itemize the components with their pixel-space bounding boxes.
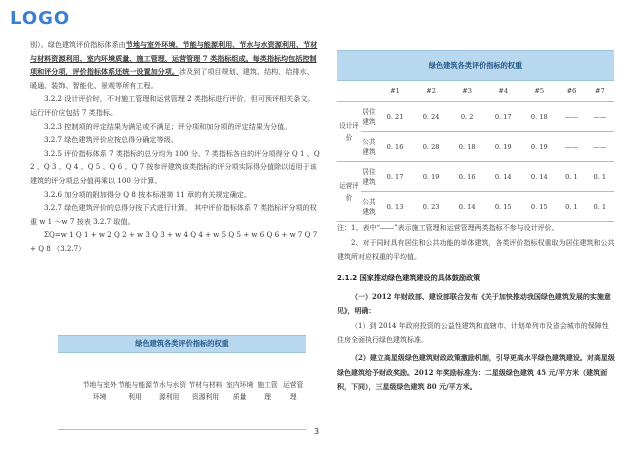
policy-paragraph-2: （1）到 2014 年政府投资的公益性建筑和直辖市、计划单列市及省会城市的保障性住房全面执行绿色建筑标准。 xyxy=(337,322,609,344)
table-header-cell: #1 xyxy=(377,81,413,102)
table-cell: 0. 14 xyxy=(449,192,485,222)
table-cell: —— xyxy=(557,132,585,162)
table-cell: 0. 15 xyxy=(485,192,521,222)
sub-label: 居住建筑 xyxy=(361,102,377,132)
table-header-cell: #7 xyxy=(586,81,614,102)
table-note-1: 注：1、表中“——”表示施工管理和运营管理两类指标不参与设计评价。 xyxy=(337,224,559,232)
table-header-cell: #5 xyxy=(521,81,557,102)
table-cell: 0. 18 xyxy=(521,102,557,132)
table-header-cell: 节能与能源利用 xyxy=(118,353,152,430)
formula: ΣQ=w 1 Q 1 + w 2 Q 2 + w 3 Q 3 + w 4 Q 4 + w 5 Q 5 + w 6 Q 6 + w 7 Q 7 + Q 8 （3.2.7） xyxy=(30,230,318,253)
table-note-2: 2、对于同时具有居住和公共功能的单体建筑，各类评价指标权重取为居住建筑和公共建筑所对应权重的平均值。 xyxy=(337,239,615,261)
table-header-cell: #6 xyxy=(557,81,585,102)
table-cell: 0. 23 xyxy=(413,192,449,222)
table-cell: 0. 19 xyxy=(413,162,449,192)
table-header-cell: 节地与室外环境 xyxy=(82,353,118,430)
logo: LOGO xyxy=(10,8,71,29)
table-header-cell: #4 xyxy=(485,81,521,102)
weights-table xyxy=(337,50,614,222)
table-cell: 0. 17 xyxy=(377,162,413,192)
table-title: 绿色建筑各类评价指标的权重 xyxy=(337,51,614,81)
paragraph-2: 3.2.2 设计评价时，不对施工管理和运营管理 2 类指标进行评价，但可预评相关条文。运行评价应包括 7 类指标。 xyxy=(30,94,315,117)
table-cell: —— xyxy=(586,132,614,162)
table-row xyxy=(337,192,614,222)
paragraph-5: 3.2.5 评价指标体系 7 类指标的总分均为 100 分。7 类指标各自的评分项得分 Q 1 、Q 2 、Q 3 、Q 4 、Q 5 、Q 6 、Q 7 按参评建筑该类指标的评分项实际得分值除以适用于该建筑的评分项总分值再乘以 100 分计算。 xyxy=(30,148,320,185)
table-cell: 0. 1 xyxy=(586,192,614,222)
page-number: 3 xyxy=(314,427,320,436)
table-header-cell: #2 xyxy=(413,81,449,102)
table-row xyxy=(337,162,614,192)
text-run: 涉及到了项目规划、建筑、结构、给排水、暖通、装饰、智能化、景观等所有工程。 xyxy=(30,67,314,90)
table-cell: 0. 16 xyxy=(449,162,485,192)
group-label: 设计评价 xyxy=(337,102,361,162)
table-header-row xyxy=(337,81,614,102)
table-cell: 0. 18 xyxy=(449,132,485,162)
table-header-cell xyxy=(58,353,82,430)
sub-label: 居住建筑 xyxy=(361,162,377,192)
paragraph-3: 3.2.3 控制项的评定结果为满足或不满足；评分项和加分项的评定结果为分值。 xyxy=(44,121,292,131)
table-header-cell: 施工管理 xyxy=(255,353,281,430)
text-run-bold: 节地与室外环境、节能与能源利用、节水与水资源利用、节材与材料资源利用、室内环境质量、施工管理、运营管理 7 类指标组成。每类指标均包括控制项和评分项，评价指标体系还统一设置加分项。 xyxy=(30,40,318,77)
table-cell: —— xyxy=(586,102,614,132)
table-cell: —— xyxy=(557,102,585,132)
table-cell: 0. 14 xyxy=(485,162,521,192)
table-header-cell: 节水与水资源利用 xyxy=(152,353,186,430)
table-cell: 0. 16 xyxy=(377,132,413,162)
body-text-left xyxy=(30,38,320,256)
table-cell: 0. 1 xyxy=(586,162,614,192)
table-cell: 0. 17 xyxy=(485,102,521,132)
table-cell: 0. 24 xyxy=(413,102,449,132)
table-header-cell: 室内环境质量 xyxy=(225,353,255,430)
paragraph-1 xyxy=(30,38,320,92)
table-cell: 0. 14 xyxy=(521,162,557,192)
table-cell: 0. 28 xyxy=(413,132,449,162)
table-title: 绿色建筑各类评价指标的权重 xyxy=(58,336,306,353)
policy-paragraph-3: （2）建立高星级绿色建筑财政政策激励机制，引导更高水平绿色建筑建设。对高星级绿色建筑给予财政奖励。2012 年奖励标准为：二星级绿色建筑 45 元/平方米（建筑面积，下同），三星级绿色建筑 80 元/平方米。 xyxy=(337,353,615,391)
table-cell: 0. 19 xyxy=(521,132,557,162)
table-row xyxy=(337,132,614,162)
group-label: 运营评价 xyxy=(337,162,361,222)
table-cell: 0. 1 xyxy=(557,192,585,222)
paragraph-4: 3.2.7 绿色建筑评价应按总得分确定等级。 xyxy=(44,135,178,145)
table-cell: 0. 13 xyxy=(377,192,413,222)
paragraph-6: 3.2.6 加分项的附加得分 Q 8 按本标准第 11 章的有关规定确定。 xyxy=(44,189,251,199)
table-cell: 0. 1 xyxy=(557,162,585,192)
table-header-cell: #3 xyxy=(449,81,485,102)
section-heading: 2.1.2 国家推动绿色建筑建设的具体鼓励政策 xyxy=(337,273,481,282)
table-header-cell: 节材与材料资源利用 xyxy=(186,353,224,430)
sub-label: 公共建筑 xyxy=(361,132,377,162)
table-cell: 0. 2 xyxy=(449,102,485,132)
sub-label: 公共建筑 xyxy=(361,192,377,222)
text-run: 别）。绿色建筑评价指标体系由 xyxy=(30,40,126,49)
table-row xyxy=(337,102,614,132)
table-header-row xyxy=(58,353,306,430)
table-header-cell xyxy=(361,81,377,102)
paragraph-7: 3.2.7 绿色建筑评价的总得分按下式进行计算， 其中评价指标体系 7 类指标评分项的权重 w 1 ～w 7 按表 3.2.7 取值。 xyxy=(30,203,317,226)
policy-paragraph-1: （一）2012 年财政部、建设部联合发布《关于加快推动我国绿色建筑发展的实施意见》，明确： xyxy=(337,292,611,315)
table-cell: 0. 21 xyxy=(377,102,413,132)
table-cell: 0. 19 xyxy=(485,132,521,162)
table-cell: 0. 15 xyxy=(521,192,557,222)
table-header-cell xyxy=(337,81,361,102)
indicator-table xyxy=(58,335,306,430)
table-header-cell: 运营管理 xyxy=(280,353,306,430)
